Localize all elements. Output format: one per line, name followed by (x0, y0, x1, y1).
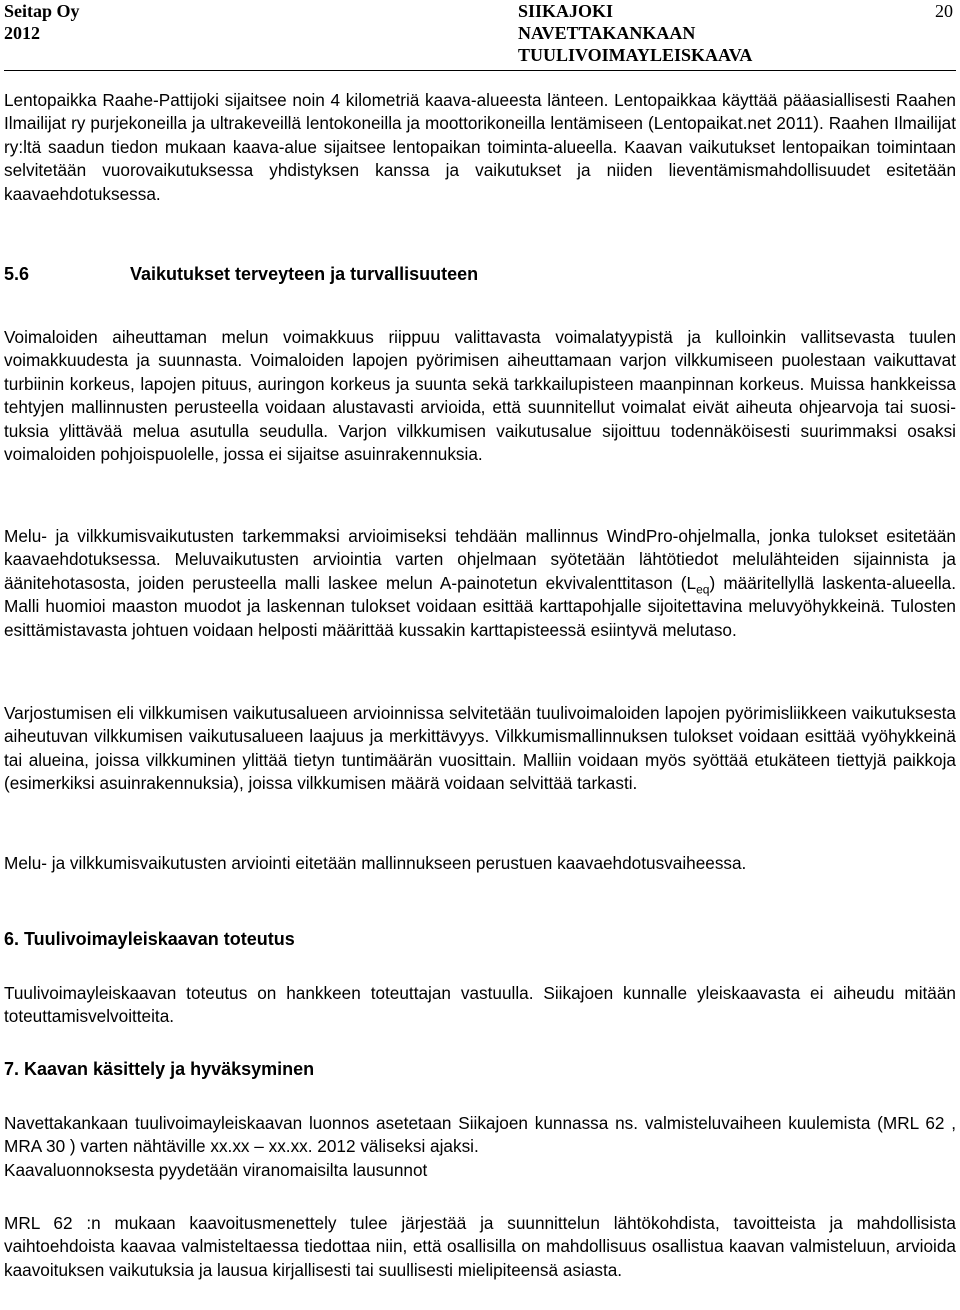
section-7-p2-block (4, 1212, 956, 1282)
section-heading-5-6 (4, 264, 478, 285)
section-heading-7: 7. Kaavan käsittely ja hyväksyminen (4, 1059, 315, 1079)
section-5-6-p3-block (4, 702, 956, 796)
header-company-block (4, 0, 80, 44)
p2-text-a: Melu- ja vilkkumisvaikutusten tarkemmaksi arvioimiseksi tehdään mallinnus WindPro-ohjelmalla, jonka tulokset esitetään kaavaehdotuksessa. Meluvaikutusten arviointia varten ohjelmaan syötetään lähtötiedot melulähteiden sijainnista ja äänitehotasosta, joiden perusteella malli laskee melun A-painotetun ekvivalenttitason (L (4, 526, 956, 593)
section-7-p1-block (4, 1112, 956, 1182)
header-project-block (518, 0, 752, 66)
intro-paragraph: Lentopaikka Raahe-Pattijoki sijaitsee noin 4 kilometriä kaava-alueesta länteen. Lentopaikkaa käyttää pääasiallisesti Raahen Ilmailijat ry purjekoneilla ja ultrakeveillä lentokoneilla ja moottorikoneilla lentämiseen (Lentopaikat.net 2011). Raahen Ilmailijat ry:ltä saadun tiedon mukaan kaava-alue sijaitsee lentopaikan toiminta-alueella. Kaavan vaikutukset lentopaikan toimintaan selvitetään vuorovaikutuksessa yhdistyksen kanssa ja vaikutukset ja niiden lieventämismahdollisuudet esitetään kaavaehdotuksessa. (4, 90, 956, 204)
header-project-line2: NAVETTAKANKAAN (518, 23, 696, 43)
header-project-line3: TUULIVOIMAYLEISKAAVA (518, 45, 753, 65)
section-7-paragraph-2: MRL 62 :n mukaan kaavoitusmenettely tulee järjestää ja suunnittelun lähtökohdista, tavoitteista ja mahdollisista vaihtoehdoista kaavaa valmisteltaessa tiedottaa niin, että osallisilla on mahdollisuus osallistua kaavan valmisteluun, arvioida kaavoituksen vaikutuksia ja lausua kirjallisesti tai suullisesti mielipiteensä asiasta. (4, 1213, 956, 1280)
page-header (0, 0, 960, 80)
p2-text-b: ) määritellyllä laskenta-alueella. Malli huomioi maaston muodot ja laskennan tulokset voidaan esittää karttapohjalle sijoitettavina meluvyöhykkeinä. Tulosten esittämistavasta johtuen voidaan helposti määrittää kussakin karttapisteessä esiintyvä melutaso. (4, 572, 957, 640)
section-heading-6: 6. Tuulivoimayleiskaavan toteutus (4, 929, 295, 949)
header-divider (4, 70, 956, 71)
header-company: Seitap Oy (4, 1, 80, 21)
section-5-6-p4-block (4, 852, 956, 875)
section-5-6-p2-block (4, 525, 956, 642)
section-5-6-paragraph-2 (4, 525, 956, 642)
intro-paragraph-block (4, 89, 956, 206)
section-5-6-paragraph-4: Melu- ja vilkkumisvaikutusten arviointi eitetään mallinnukseen perustuen kaavaehdotusvaiheessa. (4, 853, 747, 873)
section-6-p1-block (4, 982, 956, 1029)
section-6-paragraph-1: Tuulivoimayleiskaavan toteutus on hankkeen toteuttajan vastuulla. Siikajoen kunnalle yleiskaavasta ei aiheudu mitään toteuttamisvelvoitteita. (4, 983, 956, 1027)
section-5-6-p1-block (4, 326, 956, 466)
page-number: 20 (935, 1, 953, 21)
section-title: Vaikutukset terveyteen ja turvallisuuteen (130, 264, 479, 284)
header-project-line1: SIIKAJOKI (518, 1, 614, 21)
section-7-paragraph-1-line2: Kaavaluonnoksesta pyydetään viranomaisilta lausunnot (4, 1159, 428, 1180)
header-year: 2012 (4, 23, 40, 43)
section-7-paragraph-1-line1: Navettakankaan tuulivoimayleiskaavan luonnos asetetaan Siikajoen kunnassa ns. valmisteluvaiheen kuulemista (MRL 62 , MRA 30 ) varten nähtäville xx.xx – xx.xx. 2012 väliseksi ajaksi. (4, 1113, 956, 1157)
leq-subscript: eq (696, 582, 710, 597)
section-number: 5.6 (4, 264, 30, 284)
section-5-6-paragraph-1: Voimaloiden aiheuttaman melun voimakkuus riippuu valittavasta voimalatyypistä ja kulloinkin vallitsevasta tuulen voimakkuudesta ja suunnasta. Voimaloiden lapojen pyörimisen aiheuttamaan varjon vilkkumiseen puolestaan vaikuttavat turbiinin korkeus, lapojen pituus, auringon korkeus ja suunta sekä tarkkailupisteen maanpinnan korkeus. Muissa hankkeissa tehtyjen mallinnusten perusteella voidaan alustavasti arvioida, että suunnitellut voimalat eivät aiheuta ohjearvoja tai suosituksia ylittävää melua asutulla seudulla. Varjon vilkkumisen vaikutusalue sijoittuu todennäköisesti suurimmaksi osaksi voimaloiden pohjoispuolelle, jossa ei sijaitse asuinrakennuksia. (4, 327, 956, 465)
section-5-6-paragraph-3: Varjostumisen eli vilkkumisen vaikutusalueen arvioinnissa selvitetään tuulivoimaloiden lapojen pyörimisliikkeen vaikutuksesta aiheutuvan vilkkumisen vaikutusalueen laajuus ja merkittävyys. Vilkkumismallinnuksen tulokset voidaan esittää vyöhykkeinä tai alueina, joissa vilkkuminen ylittää tietyn tuntimäärän vuosittain. Malliin voidaan myös syöttää etukäteen tiettyjä paikkoja (esimerkiksi asuinrakennuksia), joissa vilkkumisen määrä voidaan selvittää tarkasti. (4, 703, 956, 794)
